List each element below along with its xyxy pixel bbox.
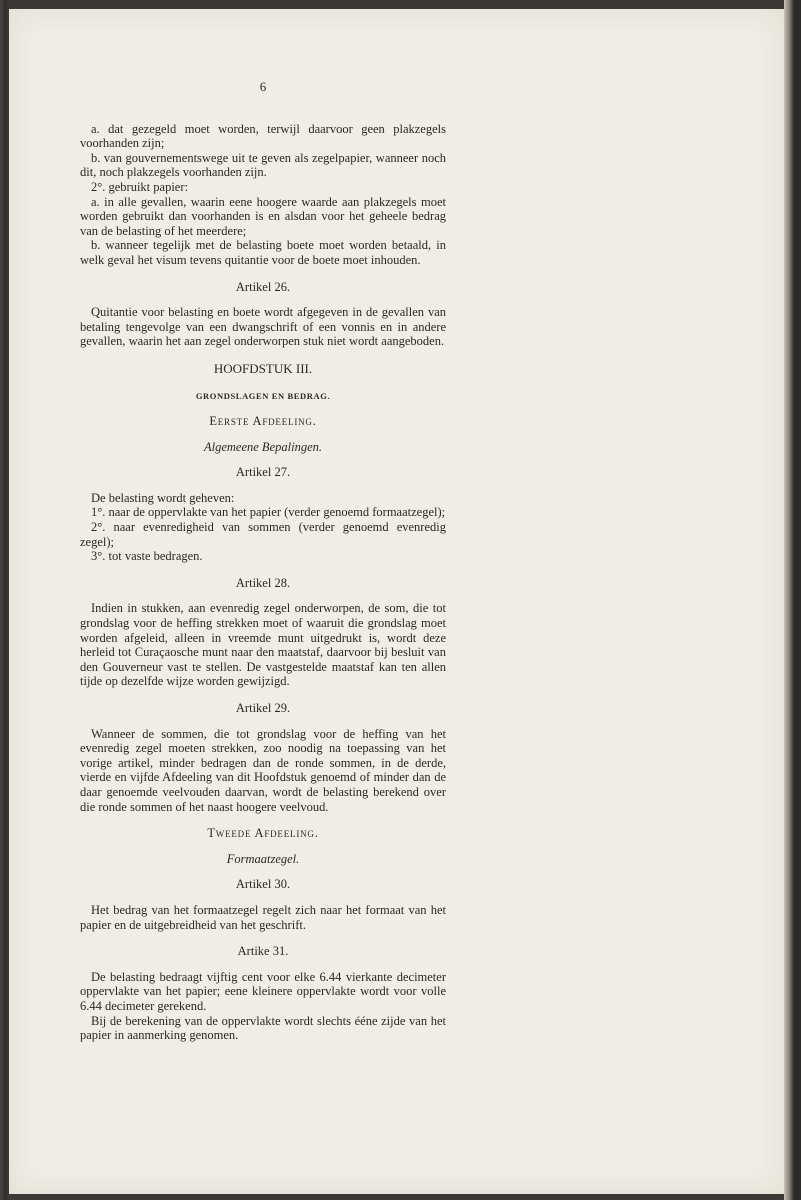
paragraph: De belasting wordt geheven:: [91, 490, 235, 505]
article-heading-28: Artikel 28.: [235, 575, 291, 590]
list-item: a. dat gezegeld moet worden, terwijl daarvoor geen plakzegels voorhanden zijn;: [80, 121, 446, 151]
article-heading-26: Artikel 26.: [235, 279, 291, 294]
list-item: a. in alle gevallen, waarin eene hoogere waarde aan plakzegels moet worden gebruikt dan voorhanden is en alsdan voor het geheele bedrag van de belasting of het meerdere;: [80, 194, 446, 238]
part-heading-1: Eerste Afdeeling.: [209, 414, 317, 429]
list-item: 1°. naar de oppervlakte van het papier (verder genoemd formaatzegel);: [91, 505, 446, 520]
article-heading-27: Artikel 27.: [235, 465, 291, 480]
chapter-title: GRONDSLAGEN EN BEDRAG.: [195, 390, 331, 401]
paragraph: Indien in stukken, aan evenredig zegel onderworpen, de som, die tot grondslag voor de heffing strekken moet of waaruit die grondslag moet worden afgeleid, alleen in vreemde munt uitgedrukt is, wordt deze herleid tot Curaçaosche munt naar den maatstaf, daarvoor bij besluit van den Gouverneur vast te stellen. De vastgestelde maatstaf kan ten allen tijde op dezelfde wijze worden gewijzigd.: [80, 601, 446, 689]
list-item: 2°. gebruikt papier:: [91, 179, 188, 194]
list-item: 3°. tot vaste bedragen.: [91, 549, 203, 564]
paragraph: Bij de berekening van de oppervlakte wordt slechts ééne zijde van het papier in aanmerking genomen.: [80, 1013, 446, 1043]
article-heading-31: Artike 31.: [237, 944, 289, 959]
page-edge: [784, 0, 801, 1200]
list-item: 2°. naar evenredigheid van sommen (verder genoemd evenredig zegel);: [80, 520, 446, 549]
part-subtitle-1: Algemeene Bepalingen.: [203, 439, 322, 454]
article-heading-29: Artikel 29.: [235, 701, 291, 715]
article-heading-30: Artikel 30.: [235, 877, 291, 892]
paragraph: De belasting bedraagt vijftig cent voor elke 6.44 vierkante decimeter oppervlakte van het papier; eene kleinere oppervlakte wordt voor volle 6.44 decimeter gerekend.: [80, 969, 446, 1013]
part-subtitle-2: Formaatzegel.: [226, 851, 300, 866]
document-text: [80, 80, 446, 1043]
list-item: b. wanneer tegelijk met de belasting boete moet worden betaald, in welk geval het visum tevens quitantie voor de boete moet inhouden.: [80, 238, 446, 267]
page-number: 6: [259, 79, 267, 94]
list-item: b. van gouvernementswege uit te geven als zegelpapier, wanneer noch dit, noch plakzegels voorhanden zijn.: [80, 150, 446, 180]
paragraph: Wanneer de sommen, die tot grondslag voor de heffing van het evenredig zegel moeten strekken, zoo noodig na toepassing van het vorige artikel, minder bedragen dan de ronde sommen, in de derde, vierde en vijfde Afdeeling van dit Hoofdstuk genoemd of minder dan de daar genoemde veelvouden daarvan, wordt de belasting berekend over die ronde sommen of het naast hoogere veelvoud.: [80, 726, 446, 814]
paragraph: Het bedrag van het formaatzegel regelt zich naar het formaat van het papier en de uitgebreidheid van het geschrift.: [80, 902, 446, 932]
paragraph: Quitantie voor belasting en boete wordt afgegeven in de gevallen van betaling tengevolge van een dwangschrift of een vonnis en in andere gevallen, waarin het aan zegel onderworpen stuk niet wordt aangeboden.: [80, 305, 446, 349]
part-heading-2: Tweede Afdeeling.: [207, 826, 319, 841]
chapter-heading: HOOFDSTUK III.: [213, 360, 313, 376]
